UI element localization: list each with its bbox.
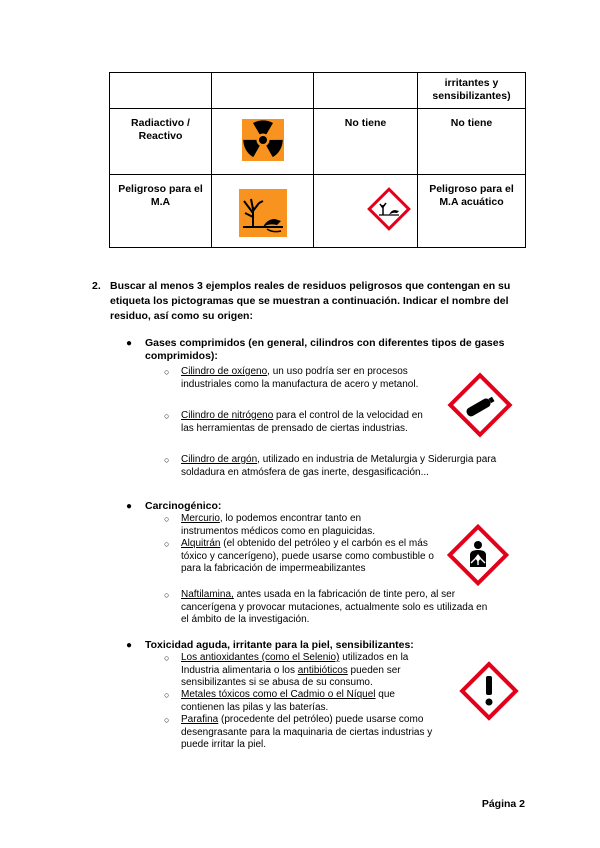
hazard-table	[109, 72, 526, 248]
circle-bullet-icon: ○	[164, 539, 170, 549]
question-number: 2.	[92, 280, 101, 292]
bullet-icon: ●	[126, 501, 133, 512]
list-item: ○ Mercurio, lo podemos encontrar tanto en instrumentos médicos como en plaguicidas.	[164, 513, 375, 537]
table-cell: No tiene	[418, 109, 526, 175]
bullet-icon: ●	[126, 640, 133, 651]
bullet-icon: ●	[126, 338, 133, 349]
table-cell	[314, 175, 418, 248]
table-cell: No tiene	[314, 109, 418, 175]
circle-bullet-icon: ○	[164, 411, 170, 421]
list-item: ○ Parafina (procedente del petróleo) puede usarse como desengrasante para la maquinaria de ciertas industrias y puede irritar la piel.	[164, 714, 433, 750]
exclamation-icon	[459, 661, 519, 721]
circle-bullet-icon: ○	[164, 514, 170, 524]
environment-orange-icon	[239, 189, 287, 237]
table-cell	[314, 73, 418, 109]
list-item: ○ Cilindro de oxígeno, un uso podría ser en procesos industriales como la manufactura de acero y metanol.	[164, 366, 419, 390]
section-carcinogenic: ● Carcinogénico:	[126, 500, 222, 512]
question-text: Buscar al menos 3 ejemplos reales de residuos peligrosos que contengan en su etiqueta los pictogramas que se muestran a continuación. Indicar el nombre del residuo, así como su origen:	[110, 280, 511, 322]
environment-ghs-icon	[367, 187, 411, 231]
table-cell: irritantes y sensibilizantes)	[418, 73, 526, 109]
table-cell: Radiactivo / Reactivo	[110, 109, 212, 175]
table-cell	[212, 109, 314, 175]
gas-cylinder-icon	[447, 372, 513, 438]
table-cell: Peligroso para el M.A	[110, 175, 212, 248]
circle-bullet-icon: ○	[164, 653, 170, 663]
table-row	[110, 175, 526, 248]
radioactive-icon	[242, 119, 284, 161]
table-row	[110, 73, 526, 109]
list-item: ○ Alquitrán (el obtenido del petróleo y el carbón es el más tóxico y cancerígeno), puede usarse como combustible o para la fabricación de impermeabilizantes	[164, 538, 434, 574]
circle-bullet-icon: ○	[164, 715, 170, 725]
list-item: ○ Cilindro de nitrógeno para el control de la velocidad en las herramientas de prensado de ciertas industrias.	[164, 410, 423, 434]
list-item: ○ Naftilamina, antes usada en la fabricación de tinte pero, al ser cancerígena y provocar mutaciones, actualmente solo es utilizada en el ámbito de la investigación.	[164, 589, 488, 625]
circle-bullet-icon: ○	[164, 367, 170, 377]
section-toxicity: ● Toxicidad aguda, irritante para la piel, sensibilizantes:	[126, 639, 414, 651]
table-row	[110, 109, 526, 175]
circle-bullet-icon: ○	[164, 455, 170, 465]
table-cell: Peligroso para el M.A acuático	[418, 175, 526, 248]
list-item: ○ Los antioxidantes (como el Selenio) utilizados en la Industria alimentaria o los antibióticos pueden ser sensibilizantes si se abusa de su consumo.	[164, 652, 409, 688]
list-item: ○ Metales tóxicos como el Cadmio o el Níquel que contienen las pilas y las baterías.	[164, 689, 395, 713]
page-number: Página 2	[481, 798, 525, 810]
circle-bullet-icon: ○	[164, 590, 170, 600]
list-item: ○ Cilindro de argón, utilizado en industria de Metalurgia y Siderurgia para soldadura en atmósfera de gas inerte, desgasificación...	[164, 454, 497, 478]
section-gases: ● Gases comprimidos (en general, cilindros con diferentes tipos de gases comprimidos):	[126, 337, 505, 362]
health-hazard-icon	[446, 523, 510, 587]
table-cell	[212, 73, 314, 109]
table-cell	[212, 175, 314, 248]
circle-bullet-icon: ○	[164, 690, 170, 700]
table-cell	[110, 73, 212, 109]
